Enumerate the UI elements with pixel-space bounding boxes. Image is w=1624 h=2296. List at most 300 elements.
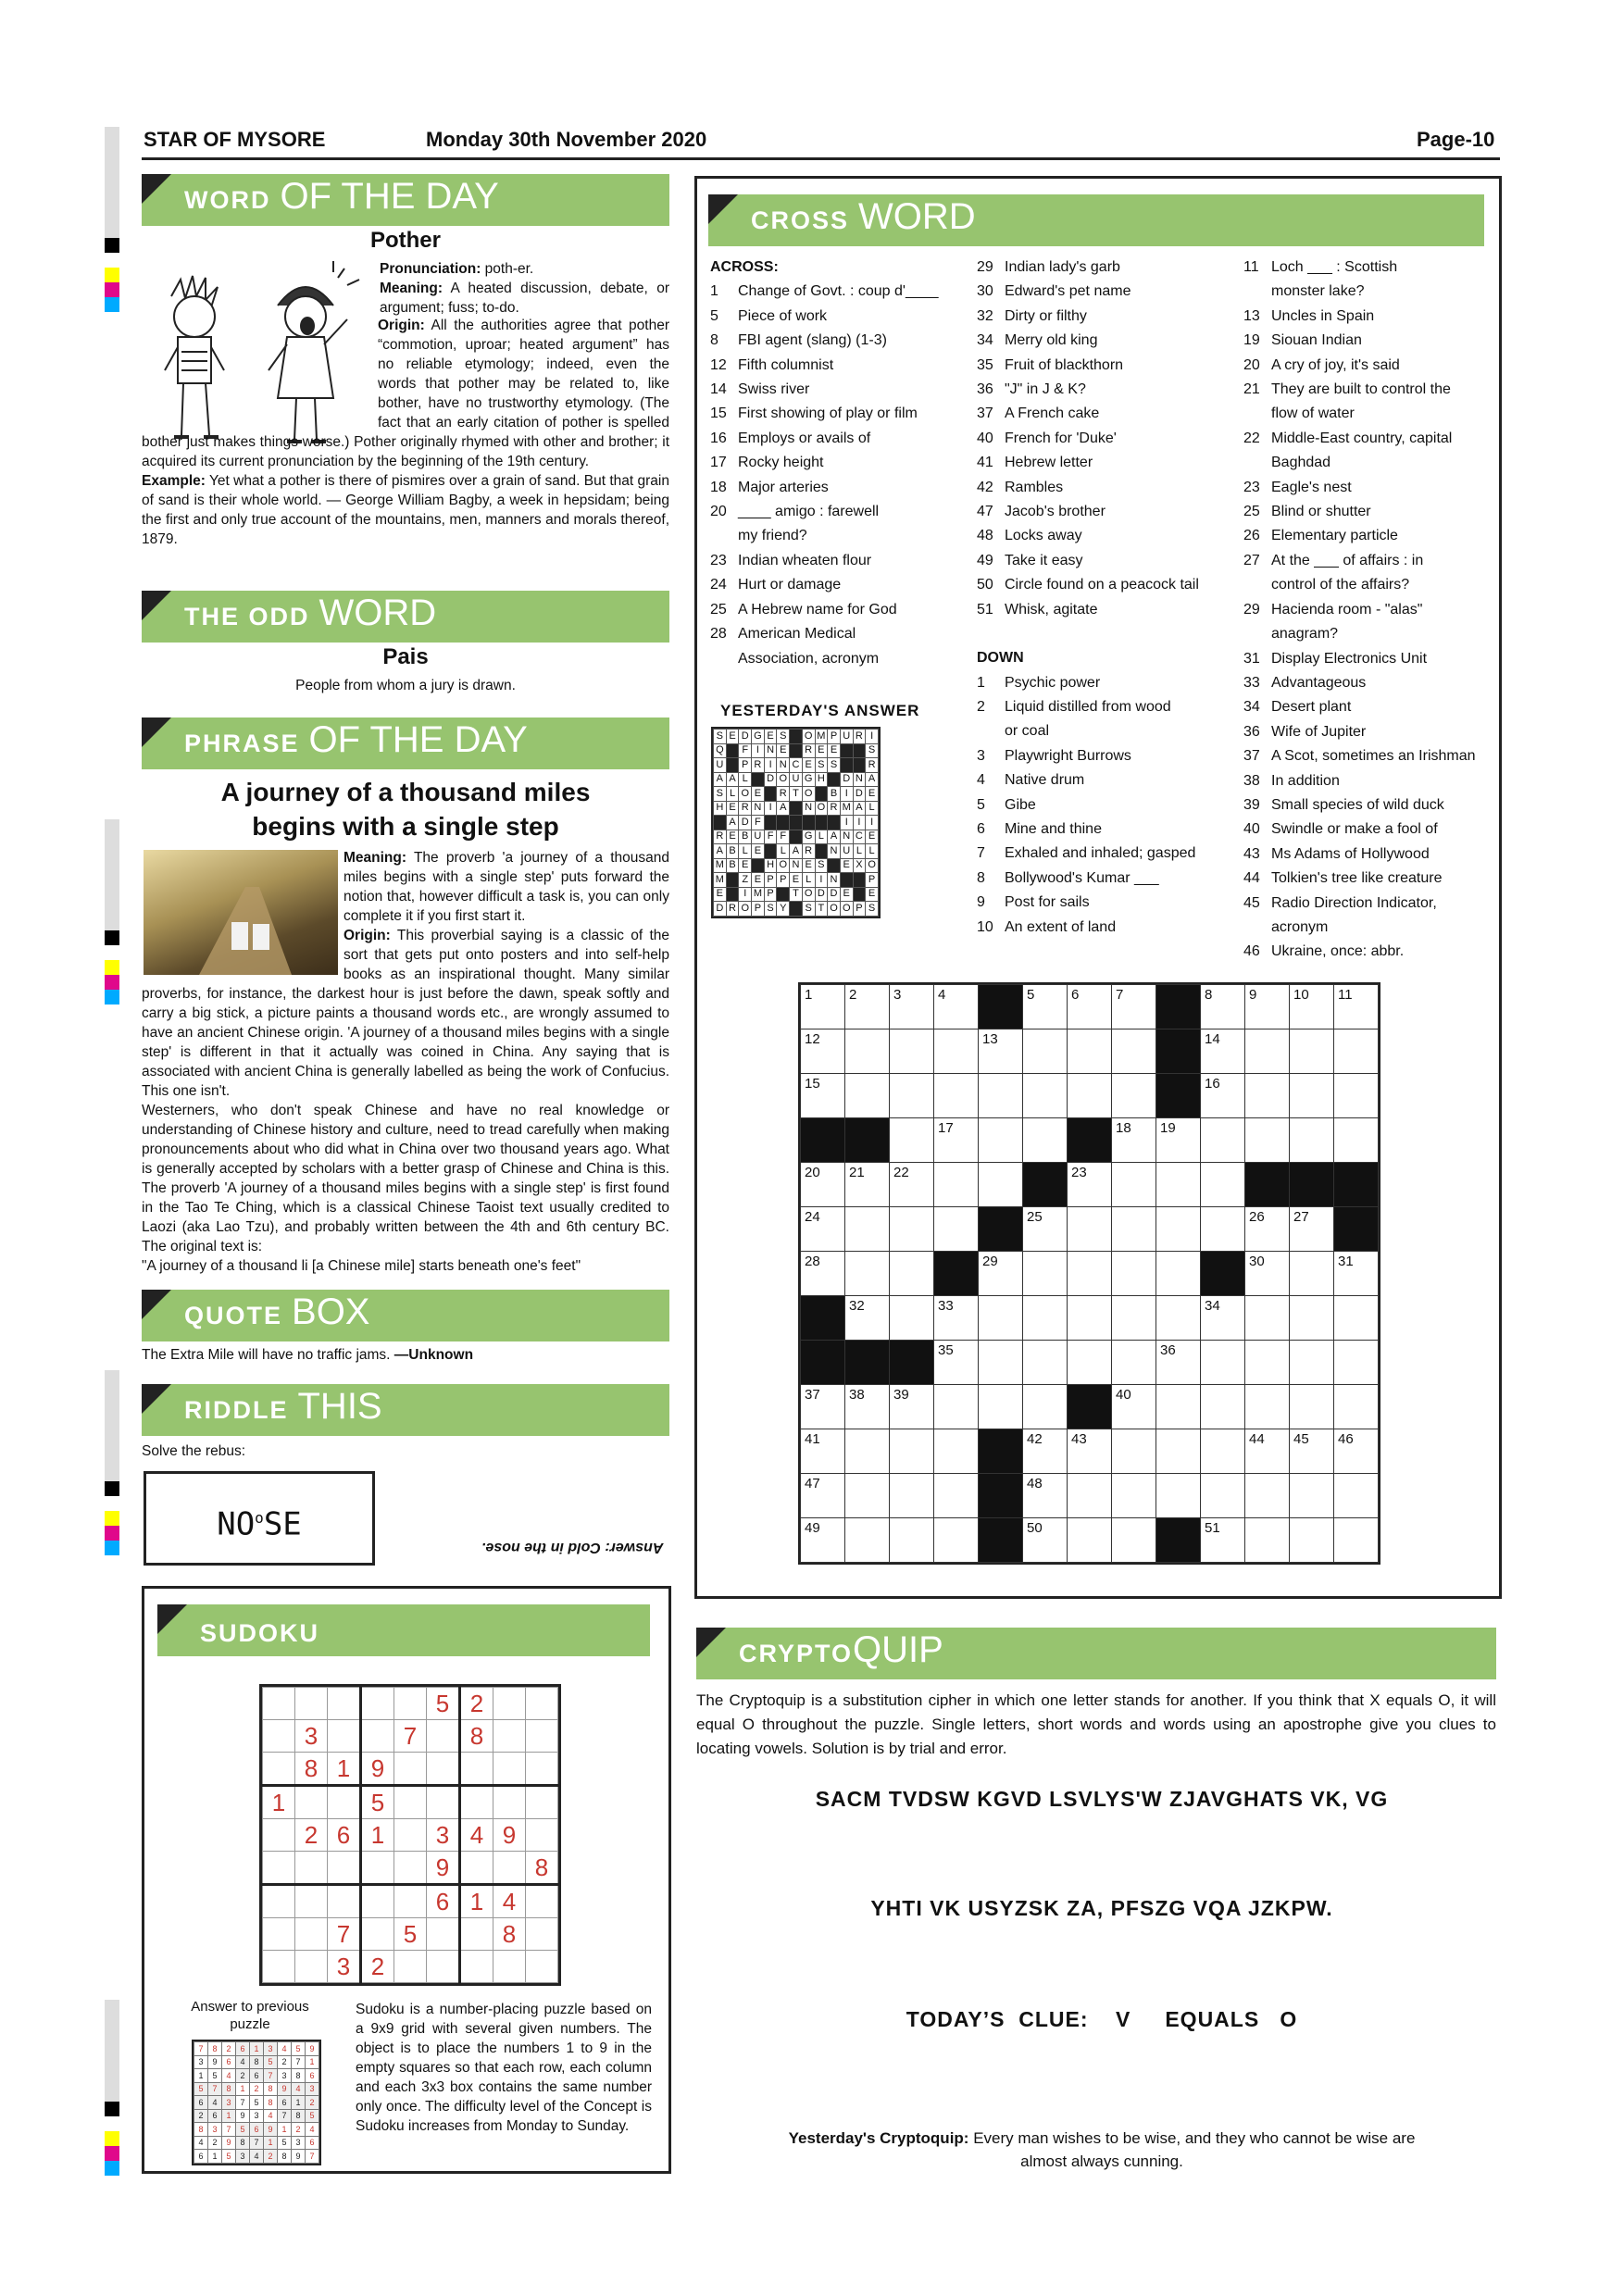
sudoku-cell[interactable]: 1 <box>361 1819 394 1852</box>
clue-number: 27 <box>1243 552 1260 568</box>
sudoku-cell[interactable]: 2 <box>295 1819 328 1852</box>
sudoku-cell[interactable] <box>295 1885 328 1918</box>
sudoku-cell[interactable] <box>263 1688 295 1720</box>
sudoku-cell[interactable] <box>427 1720 460 1753</box>
sudoku-cell[interactable]: 8 <box>493 1918 526 1951</box>
crossword-cell[interactable] <box>801 1429 845 1474</box>
crossword-cell[interactable] <box>1334 1385 1379 1429</box>
clue-item <box>1243 378 1476 402</box>
crossword-cell[interactable] <box>890 1074 934 1118</box>
crossword-cell[interactable] <box>801 1029 845 1074</box>
crossword-cell[interactable] <box>1201 1074 1245 1118</box>
crossword-cell[interactable] <box>1112 1074 1156 1118</box>
crossword-cell[interactable] <box>1245 1207 1290 1252</box>
crossword-cell[interactable] <box>845 985 890 1029</box>
crossword-cell[interactable] <box>1156 1429 1201 1474</box>
sudoku-cell[interactable] <box>460 1852 493 1885</box>
sudoku-cell[interactable] <box>263 1720 295 1753</box>
crossword-cell[interactable] <box>1290 985 1334 1029</box>
sudoku-cell[interactable]: 1 <box>460 1885 493 1918</box>
clue-number: 24 <box>710 577 727 593</box>
sudoku-cell[interactable] <box>328 1786 361 1819</box>
crossword-cell[interactable] <box>890 1518 934 1563</box>
sudoku-cell[interactable] <box>394 1786 427 1819</box>
sudoku-cell[interactable] <box>427 1951 460 1983</box>
crossword-cell[interactable] <box>890 1474 934 1518</box>
sudoku-cell[interactable] <box>328 1885 361 1918</box>
crossword-cell[interactable] <box>1245 985 1290 1029</box>
crossword-cell[interactable] <box>934 1474 979 1518</box>
yesterday-cell: R <box>714 830 727 844</box>
crossword-cell[interactable] <box>1245 1518 1290 1563</box>
crossword-cell[interactable] <box>845 1207 890 1252</box>
sudoku-cell[interactable] <box>526 1786 558 1819</box>
crossword-cell[interactable] <box>1290 1296 1334 1341</box>
crossword-cell[interactable] <box>1245 1296 1290 1341</box>
sudoku-cell[interactable] <box>263 1885 295 1918</box>
crossword-cell[interactable] <box>979 1074 1023 1118</box>
sudoku-cell[interactable]: 1 <box>328 1753 361 1786</box>
sudoku-cell[interactable] <box>460 1951 493 1983</box>
sudoku-cell: 1 <box>236 2082 250 2096</box>
sudoku-cell[interactable] <box>328 1852 361 1885</box>
crossword-cell[interactable] <box>1201 1029 1245 1074</box>
crossword-cell[interactable] <box>801 985 845 1029</box>
sudoku-cell[interactable] <box>526 1819 558 1852</box>
sudoku-cell[interactable] <box>263 1819 295 1852</box>
crossword-cell[interactable] <box>1290 1385 1334 1429</box>
crossword-cell[interactable] <box>1245 1029 1290 1074</box>
crossword-cell[interactable] <box>890 1029 934 1074</box>
crossword-cell[interactable] <box>1068 1207 1112 1252</box>
sudoku-cell[interactable] <box>460 1786 493 1819</box>
crossword-cell[interactable] <box>1334 1029 1379 1074</box>
clue-number: 16 <box>710 430 727 446</box>
crossword-cell[interactable] <box>1201 1474 1245 1518</box>
crossword-cell[interactable] <box>1023 985 1068 1029</box>
crossword-cell[interactable] <box>1201 1207 1245 1252</box>
sudoku-cell[interactable]: 9 <box>361 1753 394 1786</box>
crossword-cell[interactable] <box>1290 1518 1334 1563</box>
sudoku-cell: 6 <box>236 2042 250 2056</box>
sudoku-cell[interactable]: 1 <box>263 1786 295 1819</box>
crossword-cell[interactable] <box>1201 1518 1245 1563</box>
crossword-cell[interactable] <box>1023 1518 1068 1563</box>
yesterday-cell: E <box>726 730 739 744</box>
crossword-cell[interactable] <box>1245 1474 1290 1518</box>
crossword-cell[interactable] <box>1112 1385 1156 1429</box>
crossword-cell[interactable] <box>890 1207 934 1252</box>
clue-text: Fruit of blackthorn <box>1005 356 1124 373</box>
yesterday-cell: U <box>752 830 765 844</box>
clue-text: Ukraine, once: abbr. <box>1271 943 1405 960</box>
sudoku-cell[interactable]: 6 <box>427 1885 460 1918</box>
crossword-cell[interactable] <box>1023 1074 1068 1118</box>
sudoku-cell[interactable] <box>263 1753 295 1786</box>
crossword-cell[interactable] <box>845 1474 890 1518</box>
sudoku-cell[interactable]: 7 <box>328 1918 361 1951</box>
crossword-cell[interactable] <box>1023 1296 1068 1341</box>
yesterday-cell: O <box>739 902 752 917</box>
crossword-cell[interactable] <box>1156 1118 1201 1163</box>
crossword-cell[interactable] <box>979 1118 1023 1163</box>
crossword-cell[interactable] <box>934 1029 979 1074</box>
crossword-cell[interactable] <box>979 1029 1023 1074</box>
crossword-cell-number: 35 <box>938 1342 954 1358</box>
yesterday-cell <box>790 730 803 744</box>
crossword-cell[interactable] <box>1290 1252 1334 1296</box>
crossword-cell-number: 18 <box>1116 1120 1131 1136</box>
sudoku-cell[interactable] <box>263 1918 295 1951</box>
yesterday-cell: S <box>764 902 777 917</box>
clue-item <box>977 354 1199 378</box>
crossword-cell[interactable] <box>1068 1163 1112 1207</box>
sudoku-cell[interactable]: 2 <box>361 1951 394 1983</box>
crossword-cell[interactable] <box>1068 1252 1112 1296</box>
crossword-cell[interactable] <box>1290 1118 1334 1163</box>
crossword-cell[interactable] <box>1201 1429 1245 1474</box>
crossword-cell[interactable] <box>934 1118 979 1163</box>
sudoku-cell[interactable] <box>460 1753 493 1786</box>
sudoku-cell[interactable]: 9 <box>493 1819 526 1852</box>
clue-item <box>1243 329 1476 353</box>
sudoku-cell[interactable] <box>295 1688 328 1720</box>
crossword-cell[interactable] <box>1156 1385 1201 1429</box>
word-of-day-banner: WORD OF THE DAY <box>142 174 669 226</box>
clue-number: 50 <box>977 577 993 593</box>
clue-text: Take it easy <box>1005 552 1083 568</box>
clue-text: Merry old king <box>1005 332 1098 349</box>
crossword-cell[interactable] <box>1156 1341 1201 1385</box>
crossword-cell[interactable] <box>1245 1074 1290 1118</box>
yesterday-cell: T <box>790 887 803 902</box>
sudoku-cell[interactable] <box>263 1852 295 1885</box>
yesterday-cell: S <box>815 858 828 873</box>
crossword-cell[interactable] <box>1112 1118 1156 1163</box>
sudoku-cell[interactable] <box>394 1885 427 1918</box>
yesterday-cell: D <box>739 816 752 830</box>
sudoku-cell[interactable] <box>361 1918 394 1951</box>
clue-item <box>710 402 939 426</box>
sudoku-cell[interactable]: 5 <box>361 1786 394 1819</box>
yesterday-cell: D <box>764 772 777 787</box>
crossword-cell[interactable] <box>979 1163 1023 1207</box>
sudoku-cell[interactable] <box>427 1786 460 1819</box>
crossword-cell[interactable] <box>845 1296 890 1341</box>
clue-item <box>1243 940 1476 964</box>
crossword-cell-number: 20 <box>805 1165 820 1180</box>
sudoku-cell[interactable]: 5 <box>394 1918 427 1951</box>
sudoku-cell[interactable] <box>394 1951 427 1983</box>
crossword-cell[interactable] <box>1290 1207 1334 1252</box>
clue-number: 40 <box>1243 821 1260 838</box>
crossword-cell[interactable] <box>845 1029 890 1074</box>
crossword-cell[interactable] <box>1112 1296 1156 1341</box>
crossword-cell[interactable] <box>1334 1296 1379 1341</box>
sudoku-cell[interactable] <box>526 1951 558 1983</box>
sudoku-cell[interactable] <box>493 1720 526 1753</box>
crossword-cell[interactable] <box>1334 1074 1379 1118</box>
crossword-cell[interactable] <box>1201 1385 1245 1429</box>
crossword-cell[interactable] <box>1334 1429 1379 1474</box>
sudoku-cell[interactable] <box>493 1951 526 1983</box>
crossword-cell[interactable] <box>1290 1341 1334 1385</box>
clue-text: Middle-East country, capital <box>1271 430 1453 446</box>
crossword-cell[interactable] <box>1156 1207 1201 1252</box>
crossword-cell[interactable] <box>1201 985 1245 1029</box>
sudoku-cell[interactable] <box>394 1688 427 1720</box>
crossword-cell[interactable] <box>1156 1163 1201 1207</box>
sudoku-cell[interactable] <box>295 1951 328 1983</box>
crossword-cell[interactable] <box>890 985 934 1029</box>
sudoku-cell[interactable]: 4 <box>460 1819 493 1852</box>
crossword-cell[interactable] <box>1068 1029 1112 1074</box>
yesterday-cell: U <box>840 730 853 744</box>
sudoku-cell: 6 <box>194 2096 208 2110</box>
crossword-cell[interactable] <box>890 1429 934 1474</box>
crossword-cell[interactable] <box>1068 1341 1112 1385</box>
crossword-cell[interactable] <box>890 1296 934 1341</box>
sudoku-cell[interactable] <box>526 1753 558 1786</box>
crossword-cell[interactable] <box>934 1341 979 1385</box>
sudoku-cell[interactable] <box>394 1819 427 1852</box>
crossword-cell[interactable] <box>1112 1474 1156 1518</box>
sudoku-cell: 1 <box>264 2136 278 2150</box>
sudoku-cell: 7 <box>222 2123 236 2137</box>
crossword-cell[interactable] <box>1112 1429 1156 1474</box>
crossword-cell[interactable] <box>1112 985 1156 1029</box>
sudoku-cell[interactable] <box>526 1918 558 1951</box>
sudoku-cell[interactable] <box>493 1688 526 1720</box>
crossword-cell[interactable] <box>934 1518 979 1563</box>
crossword-cell[interactable] <box>1023 1252 1068 1296</box>
crossword-cell[interactable] <box>801 1252 845 1296</box>
sudoku-cell[interactable] <box>460 1918 493 1951</box>
sudoku-cell[interactable] <box>394 1852 427 1885</box>
sudoku-cell[interactable] <box>526 1688 558 1720</box>
clue-item <box>710 524 939 548</box>
sudoku-cell[interactable] <box>328 1688 361 1720</box>
crossword-cell[interactable] <box>934 1296 979 1341</box>
crossword-cell[interactable] <box>801 1474 845 1518</box>
crossword-cell[interactable] <box>1245 1118 1290 1163</box>
sudoku-cell[interactable] <box>526 1720 558 1753</box>
crossword-cell[interactable] <box>979 1252 1023 1296</box>
crossword-cell[interactable] <box>1201 1163 1245 1207</box>
crossword-cell[interactable] <box>1068 985 1112 1029</box>
crossword-cell[interactable] <box>1290 1474 1334 1518</box>
crossword-cell[interactable] <box>845 1518 890 1563</box>
crossword-cell[interactable] <box>1068 1474 1112 1518</box>
crossword-cell[interactable] <box>1201 1296 1245 1341</box>
crossword-cell[interactable] <box>1112 1341 1156 1385</box>
crossword-cell[interactable] <box>801 1385 845 1429</box>
sudoku-cell[interactable] <box>295 1852 328 1885</box>
yesterday-cell: M <box>714 873 727 888</box>
crossword-cell[interactable] <box>1334 985 1379 1029</box>
sudoku-cell[interactable] <box>493 1753 526 1786</box>
yesterday-cell: A <box>726 772 739 787</box>
clue-item <box>1243 451 1476 475</box>
crossword-cell[interactable] <box>1023 1429 1068 1474</box>
sudoku-cell[interactable]: 3 <box>295 1720 328 1753</box>
clue-text: flow of water <box>1271 406 1355 422</box>
crossword-cell-number: 29 <box>982 1254 998 1269</box>
sudoku-cell[interactable] <box>361 1885 394 1918</box>
yesterday-cell: S <box>714 730 727 744</box>
crossword-cell[interactable] <box>801 1074 845 1118</box>
crossword-cell[interactable] <box>1112 1163 1156 1207</box>
sudoku-cell: 6 <box>250 2069 264 2083</box>
sudoku-cell[interactable] <box>427 1918 460 1951</box>
clue-number: 39 <box>1243 796 1260 813</box>
crossword-cell[interactable] <box>934 1163 979 1207</box>
crossword-cell[interactable] <box>1068 1429 1112 1474</box>
crossword-cell[interactable] <box>1245 1341 1290 1385</box>
sudoku-cell[interactable] <box>295 1786 328 1819</box>
clue-text: Bollywood's Kumar ___ <box>1005 869 1159 886</box>
crossword-cell[interactable] <box>934 1429 979 1474</box>
sudoku-cell[interactable] <box>526 1885 558 1918</box>
crossword-cell[interactable] <box>934 1074 979 1118</box>
sudoku-cell[interactable]: 3 <box>427 1819 460 1852</box>
crossword-cell[interactable] <box>1334 1118 1379 1163</box>
clue-number: 45 <box>1243 894 1260 911</box>
sudoku-cell[interactable] <box>394 1753 427 1786</box>
header-rule <box>142 157 1500 160</box>
clue-item <box>1243 744 1476 768</box>
yesterday-cell <box>802 816 815 830</box>
crossword-cell[interactable] <box>979 1341 1023 1385</box>
crossword-cell[interactable] <box>1023 1118 1068 1163</box>
crossword-cell[interactable] <box>1023 1029 1068 1074</box>
crossword-cell[interactable] <box>979 1385 1023 1429</box>
crossword-cell[interactable] <box>1023 1385 1068 1429</box>
crossword-cell[interactable] <box>890 1163 934 1207</box>
clue-number: 20 <box>710 504 727 520</box>
yesterday-cell: E <box>714 887 727 902</box>
crossword-cell[interactable] <box>801 1207 845 1252</box>
sudoku-cell[interactable]: 9 <box>427 1852 460 1885</box>
clue-item <box>977 671 1199 695</box>
crossword-cell[interactable] <box>845 1385 890 1429</box>
crossword-cell[interactable] <box>1290 1429 1334 1474</box>
sudoku-cell[interactable] <box>427 1753 460 1786</box>
sudoku-cell[interactable]: 5 <box>427 1688 460 1720</box>
clue-item <box>977 768 1199 792</box>
crossword-cell[interactable] <box>1290 1074 1334 1118</box>
crossword-cell[interactable] <box>1112 1207 1156 1252</box>
crossword-cell[interactable] <box>1068 1518 1112 1563</box>
crossword-cell[interactable] <box>890 1118 934 1163</box>
crossword-cell[interactable] <box>1156 1296 1201 1341</box>
crossword-cell[interactable] <box>1201 1341 1245 1385</box>
sudoku-cell: 9 <box>306 2042 319 2056</box>
crossword-cell[interactable] <box>1156 1474 1201 1518</box>
sudoku-cell[interactable] <box>361 1852 394 1885</box>
crossword-cell[interactable] <box>845 1429 890 1474</box>
sudoku-cell[interactable]: 8 <box>460 1720 493 1753</box>
crossword-cell[interactable] <box>979 1296 1023 1341</box>
crossword-cell[interactable] <box>801 1518 845 1563</box>
crossword-cell[interactable] <box>1334 1252 1379 1296</box>
crossword-cell[interactable] <box>1245 1429 1290 1474</box>
crossword-cell[interactable] <box>845 1074 890 1118</box>
crossword-cell[interactable] <box>1156 1252 1201 1296</box>
yesterday-cell: L <box>866 844 879 859</box>
sudoku-cell[interactable]: 4 <box>493 1885 526 1918</box>
sudoku-cell[interactable]: 8 <box>526 1852 558 1885</box>
sudoku-cell[interactable]: 3 <box>328 1951 361 1983</box>
crossword-cell[interactable] <box>801 1163 845 1207</box>
sudoku-cell[interactable] <box>493 1852 526 1885</box>
crossword-cell[interactable] <box>1112 1518 1156 1563</box>
sudoku-cell[interactable] <box>361 1720 394 1753</box>
crossword-cell[interactable] <box>890 1252 934 1296</box>
yesterday-cell: R <box>777 787 790 802</box>
sudoku-cell: 6 <box>250 2123 264 2137</box>
clue-number: 20 <box>1243 356 1260 373</box>
crossword-cell[interactable] <box>934 985 979 1029</box>
crossword-cell[interactable] <box>890 1385 934 1429</box>
crossword-cell[interactable] <box>1112 1029 1156 1074</box>
sudoku-cell[interactable]: 2 <box>460 1688 493 1720</box>
sudoku-cell[interactable]: 8 <box>295 1753 328 1786</box>
crossword-cell[interactable] <box>1023 1474 1068 1518</box>
crossword-cell[interactable] <box>1068 1074 1112 1118</box>
crossword-cell[interactable] <box>845 1252 890 1296</box>
yesterday-cell: H <box>815 772 828 787</box>
sudoku-cell[interactable] <box>328 1720 361 1753</box>
crossword-cell[interactable] <box>1334 1474 1379 1518</box>
clue-item <box>710 598 939 622</box>
crossword-cell[interactable] <box>1023 1207 1068 1252</box>
sudoku-cell: 7 <box>292 2055 306 2069</box>
sudoku-cell[interactable]: 7 <box>394 1720 427 1753</box>
crossword-cell[interactable] <box>1290 1029 1334 1074</box>
crossword-cell-number: 8 <box>1205 987 1213 1003</box>
clue-text: Tolkien's tree like creature <box>1271 870 1443 887</box>
crossword-cell[interactable] <box>1112 1252 1156 1296</box>
crossword-cell-number: 46 <box>1338 1431 1354 1447</box>
clue-item <box>1243 427 1476 451</box>
sudoku-cell[interactable] <box>493 1786 526 1819</box>
crossword-cell[interactable] <box>1245 1252 1290 1296</box>
sudoku-cell[interactable] <box>295 1918 328 1951</box>
crossword-cell-number: 28 <box>805 1254 820 1269</box>
crossword-cell[interactable] <box>1068 1296 1112 1341</box>
sudoku-cell[interactable] <box>263 1951 295 1983</box>
crossword-cell-number: 37 <box>805 1387 820 1403</box>
clue-number: 9 <box>977 894 985 911</box>
yesterday-cell: O <box>866 858 879 873</box>
crossword-cell[interactable] <box>1334 1518 1379 1563</box>
crossword-cell[interactable] <box>934 1207 979 1252</box>
clue-number: 34 <box>1243 699 1260 716</box>
clue-item <box>1243 769 1476 793</box>
sudoku-cell[interactable]: 6 <box>328 1819 361 1852</box>
crossword-cell[interactable] <box>1201 1118 1245 1163</box>
crossword-cell[interactable] <box>1245 1385 1290 1429</box>
sudoku-cell: 4 <box>292 2082 306 2096</box>
crossword-cell[interactable] <box>1023 1341 1068 1385</box>
sudoku-cell[interactable] <box>361 1688 394 1720</box>
crossword-cell[interactable] <box>1334 1341 1379 1385</box>
yesterday-cell: C <box>853 830 866 844</box>
crossword-cell[interactable] <box>934 1385 979 1429</box>
crossword-block <box>1201 1252 1245 1296</box>
crossword-cell[interactable] <box>845 1163 890 1207</box>
